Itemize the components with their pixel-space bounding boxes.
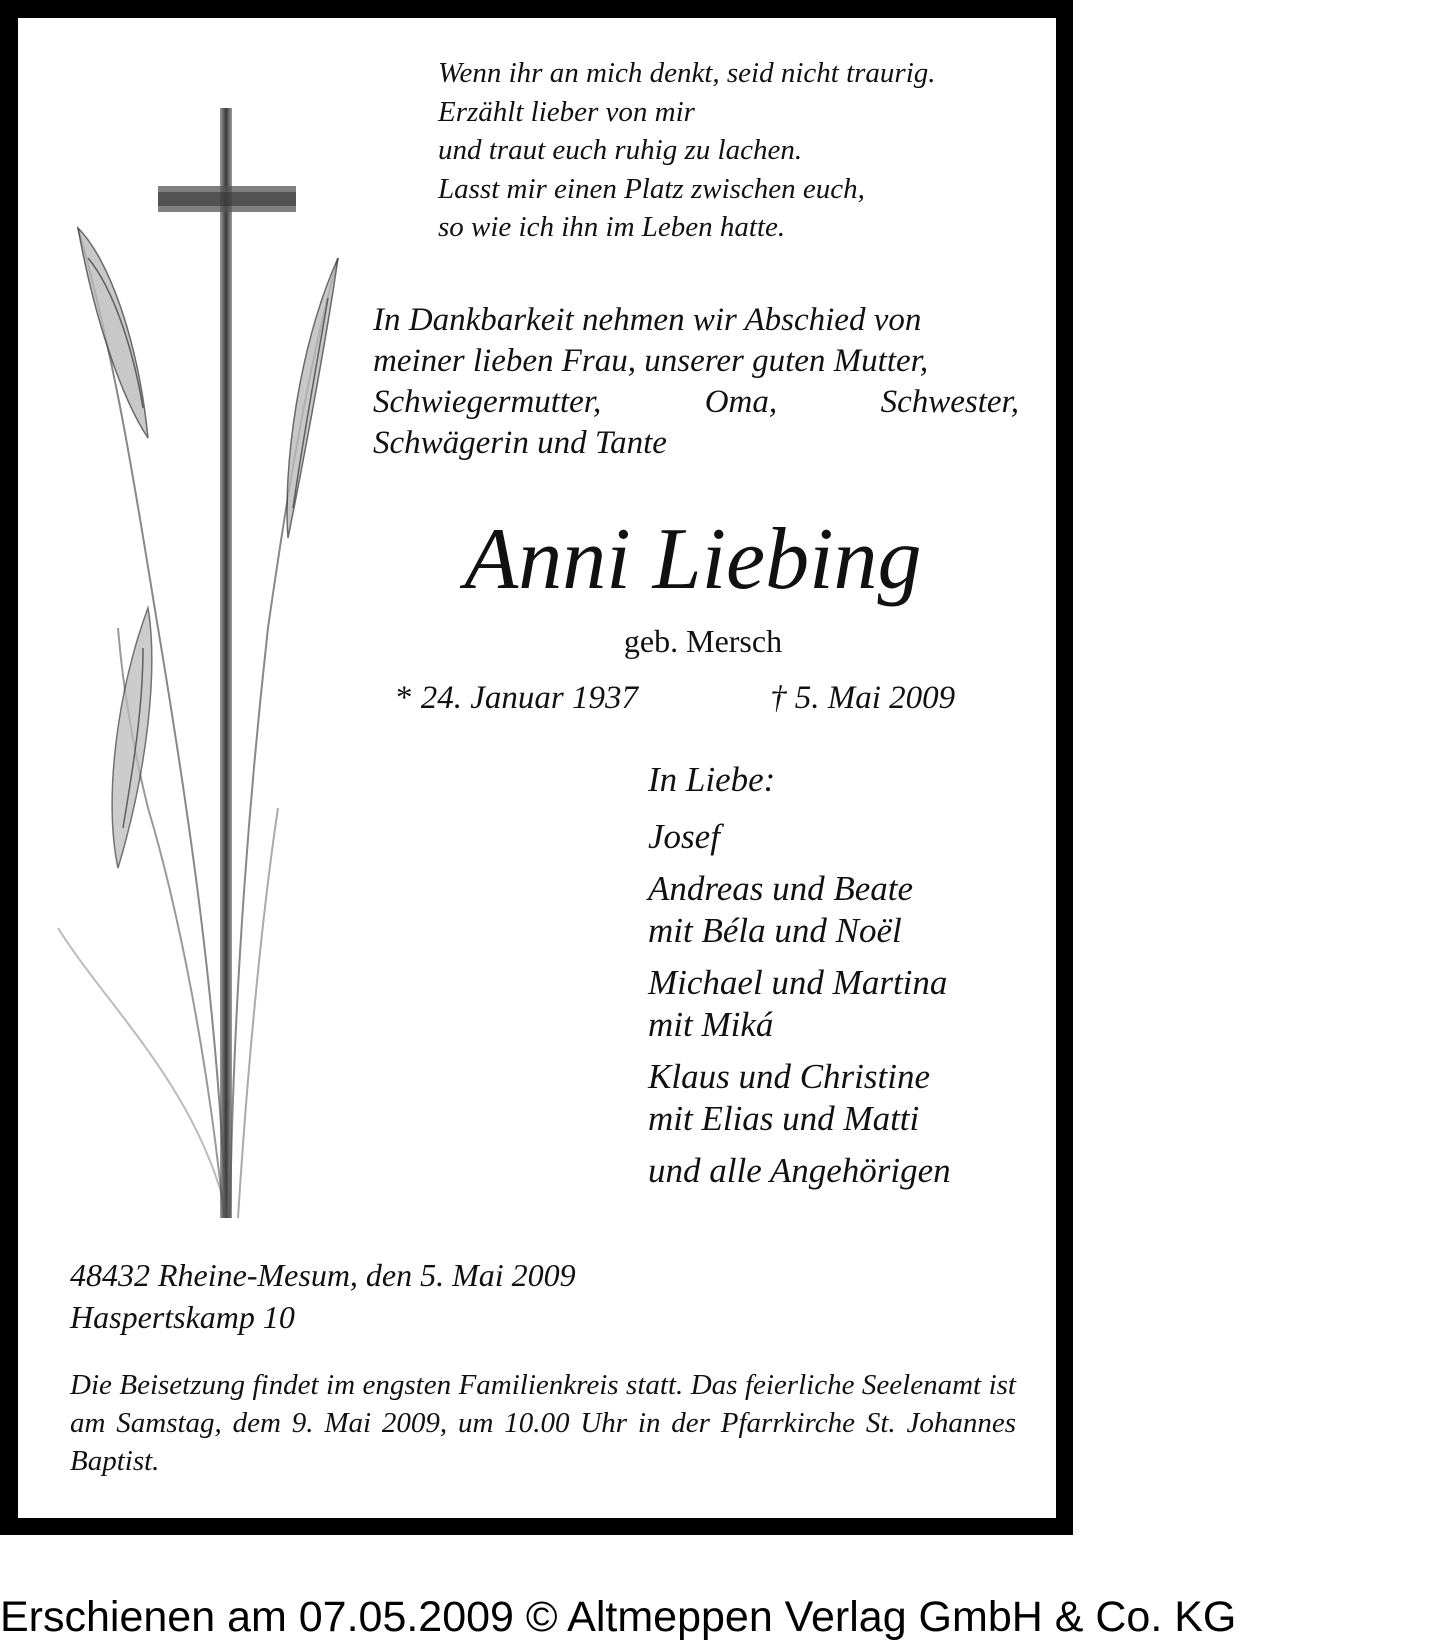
mourner-line: Klaus und Christine — [648, 1057, 930, 1096]
mourner-line: Michael und Martina — [648, 963, 948, 1002]
intro-line: Schwägerin und Tante — [373, 425, 667, 461]
funeral-service-info: Die Beisetzung findet im engsten Familienkreis statt. Das feierliche Seelenamt ist am Samstag, dem 9. Mai 2009, um 10.00 Uhr in der Pfarrkirche St. Johannes Baptist. — [70, 1369, 1016, 1477]
mourner-group — [648, 816, 1056, 858]
birth-symbol: * — [396, 680, 413, 716]
intro-word: Schwester, — [880, 384, 1019, 420]
intro-line: In Dankbarkeit nehmen wir Abschied von — [373, 302, 922, 338]
poem-line: und traut euch ruhig zu lachen. — [438, 134, 803, 166]
intro-word: Oma, — [704, 384, 778, 420]
mourner-group — [648, 1150, 1056, 1192]
mourner-line: mit Miká — [648, 1005, 774, 1044]
poem-line: so wie ich ihn im Leben hatte. — [438, 211, 786, 243]
mourner-line: mit Béla und Noël — [648, 911, 902, 950]
intro-line: meiner lieben Frau, unserer guten Mutter, — [373, 343, 929, 379]
mourner-line: Andreas und Beate — [648, 869, 914, 908]
mourner-group — [648, 962, 1056, 1046]
mourner-group — [648, 1056, 1056, 1140]
wheat-ears — [78, 228, 338, 868]
mourner-line: Josef — [648, 817, 720, 856]
intro-word: Schwiegermutter, — [373, 384, 602, 420]
poem-line: Lasst mir einen Platz zwischen euch, — [438, 172, 865, 205]
poem-line: Erzählt lieber von mir — [438, 95, 695, 128]
cross-icon — [158, 108, 296, 1218]
death-date: † 5. Mai 2009 — [770, 680, 956, 716]
intro-line — [373, 382, 1019, 423]
mourner-line: und alle Angehörigen — [648, 1151, 951, 1190]
birth-date — [396, 680, 638, 717]
place-and-address — [70, 1254, 576, 1338]
mourner-line: mit Elias und Matti — [648, 1099, 920, 1138]
farewell-intro — [373, 300, 1019, 464]
maiden-name: geb. Mersch — [623, 623, 783, 659]
wheat-icon — [58, 228, 338, 1218]
place-date-line: 48432 Rheine-Mesum, den 5. Mai 2009 — [70, 1257, 576, 1293]
poem-line: Wenn ihr an mich denkt, seid nicht traurig. — [438, 57, 936, 89]
birth-date-text: 24. Januar 1937 — [420, 680, 638, 716]
mourner-group — [648, 868, 1056, 952]
cross-and-wheat-illustration — [48, 108, 368, 1228]
poem — [438, 54, 1056, 247]
mourners-heading: In Liebe: — [648, 760, 776, 799]
notice-content — [18, 18, 1056, 1518]
deceased-name: Anni Liebing — [464, 511, 922, 608]
mourners-list — [648, 758, 1056, 1202]
address-line: Haspertskamp 10 — [70, 1299, 295, 1335]
publication-footer: Erschienen am 07.05.2009 © Altmeppen Verlag GmbH & Co. KG — [0, 1593, 1237, 1641]
